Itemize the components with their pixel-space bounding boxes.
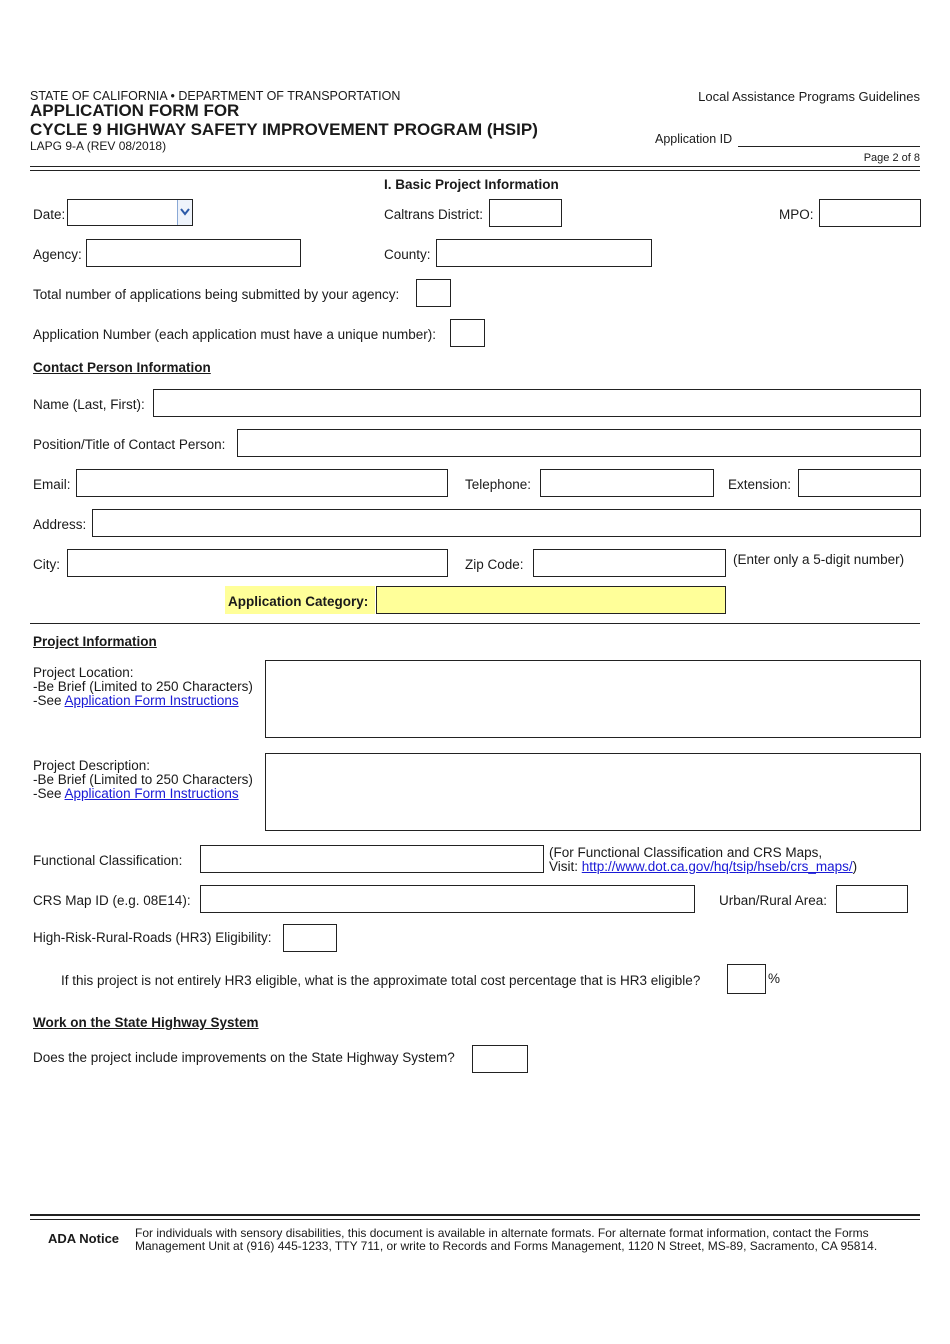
application-id-field[interactable]: [738, 128, 920, 147]
guidelines-label: Local Assistance Programs Guidelines: [698, 89, 920, 104]
date-dropdown-button[interactable]: [177, 200, 192, 225]
form-title-line1: APPLICATION FORM FOR: [30, 101, 240, 120]
application-category-label: Application Category:: [228, 594, 369, 609]
contact-position-input[interactable]: [237, 429, 921, 457]
project-description-see: [33, 786, 239, 802]
caltrans-district-label: Caltrans District:: [384, 207, 484, 222]
caltrans-district-input[interactable]: [489, 199, 562, 227]
city-label: City:: [33, 557, 60, 572]
ada-notice-line1: For individuals with sensory disabilities, this document is available in alternate formats. For alternate format information, contact the Forms: [135, 1226, 869, 1240]
date-label: Date:: [33, 207, 66, 222]
project-location-textarea[interactable]: [265, 660, 921, 738]
email-input[interactable]: [76, 469, 448, 497]
hr3-percentage-input[interactable]: [727, 964, 766, 994]
hr3-percentage-label: If this project is not entirely HR3 eligible, what is the approximate total cost percentage that is HR3 eligible?: [61, 973, 701, 988]
project-location-see-text: -See: [33, 693, 65, 708]
address-input[interactable]: [92, 509, 921, 537]
shs-answer-select[interactable]: [472, 1045, 528, 1073]
header-divider-top: [30, 166, 920, 167]
project-description-instructions-link[interactable]: Application Form Instructions: [64, 786, 239, 801]
project-description-label: Project Description:: [33, 758, 151, 773]
footer-divider-top: [30, 1214, 920, 1216]
crs-maps-link[interactable]: http://www.dot.ca.gov/hq/tsip/hseb/crs_maps/: [581, 859, 853, 874]
project-description-textarea[interactable]: [265, 753, 921, 831]
project-location-instructions-link[interactable]: Application Form Instructions: [64, 693, 239, 708]
project-location-label: Project Location:: [33, 665, 134, 680]
email-label: Email:: [33, 477, 71, 492]
shs-section-title: Work on the State Highway System: [33, 1015, 259, 1030]
address-label: Address:: [33, 517, 87, 532]
functional-classification-label: Functional Classification:: [33, 853, 183, 868]
chevron-down-icon: [178, 200, 192, 225]
footer-divider-bottom: [30, 1219, 920, 1220]
hr3-percentage-unit: %: [768, 971, 781, 986]
county-label: County:: [384, 247, 431, 262]
county-input[interactable]: [436, 239, 652, 267]
zip-code-note: (Enter only a 5-digit number): [733, 552, 905, 567]
crs-map-id-input[interactable]: [200, 885, 695, 913]
zip-code-label: Zip Code:: [465, 557, 524, 572]
section-title-basic-info: I. Basic Project Information: [384, 177, 559, 192]
extension-label: Extension:: [728, 477, 792, 492]
extension-input[interactable]: [798, 469, 921, 497]
application-number-input[interactable]: [450, 319, 485, 347]
project-location-see: [33, 693, 239, 709]
form-id: LAPG 9-A (REV 08/2018): [30, 139, 167, 153]
agency-label: Agency:: [33, 247, 82, 262]
contact-position-label: Position/Title of Contact Person:: [33, 437, 226, 452]
project-description-see-text: -See: [33, 786, 65, 801]
zip-code-input[interactable]: [533, 549, 726, 577]
ada-notice-title: ADA Notice: [48, 1231, 120, 1246]
project-section-title: Project Information: [33, 634, 157, 649]
project-location-note: -Be Brief (Limited to 250 Characters): [33, 679, 253, 694]
page-number: Page 2 of 8: [863, 152, 920, 164]
telephone-label: Telephone:: [465, 477, 532, 492]
telephone-input[interactable]: [540, 469, 714, 497]
crs-maps-visit: [549, 859, 857, 875]
hr3-eligibility-select[interactable]: [283, 924, 337, 952]
form-title-line2: CYCLE 9 HIGHWAY SAFETY IMPROVEMENT PROGRAM (HSIP): [30, 120, 538, 139]
ada-notice-line2: Management Unit at (916) 445-1233, TTY 711, or write to Records and Forms Management, 1120 N Street, MS-89, Sacramento, CA 95814.: [135, 1239, 878, 1253]
shs-question-label: Does the project include improvements on the State Highway System?: [33, 1050, 455, 1065]
application-category-select[interactable]: [376, 586, 726, 614]
urban-rural-label: Urban/Rural Area:: [719, 893, 828, 908]
header-divider-bottom: [30, 170, 920, 171]
agency-input[interactable]: [86, 239, 301, 267]
agency-header: STATE OF CALIFORNIA • DEPARTMENT OF TRANSPORTATION: [30, 89, 401, 103]
crs-map-id-label: CRS Map ID (e.g. 08E14):: [33, 893, 191, 908]
date-select[interactable]: [67, 199, 193, 226]
application-id-label: Application ID: [655, 132, 733, 146]
urban-rural-select[interactable]: [836, 885, 908, 913]
contact-name-label: Name (Last, First):: [33, 397, 145, 412]
crs-maps-close-paren: ): [852, 859, 858, 874]
hr3-eligibility-label: High-Risk-Rural-Roads (HR3) Eligibility:: [33, 930, 272, 945]
functional-classification-select[interactable]: [200, 845, 544, 873]
project-description-note: -Be Brief (Limited to 250 Characters): [33, 772, 253, 787]
application-number-label: Application Number (each application must have a unique number):: [33, 327, 436, 342]
mpo-label: MPO:: [779, 207, 814, 222]
section-divider: [30, 623, 920, 624]
functional-classification-note: (For Functional Classification and CRS Maps,: [549, 845, 823, 860]
contact-section-title: Contact Person Information: [33, 360, 211, 375]
city-input[interactable]: [67, 549, 448, 577]
mpo-input[interactable]: [819, 199, 921, 227]
crs-maps-visit-text: Visit:: [549, 859, 582, 874]
contact-name-input[interactable]: [153, 389, 921, 417]
total-applications-label: Total number of applications being submitted by your agency:: [33, 287, 400, 302]
total-applications-input[interactable]: [416, 279, 451, 307]
